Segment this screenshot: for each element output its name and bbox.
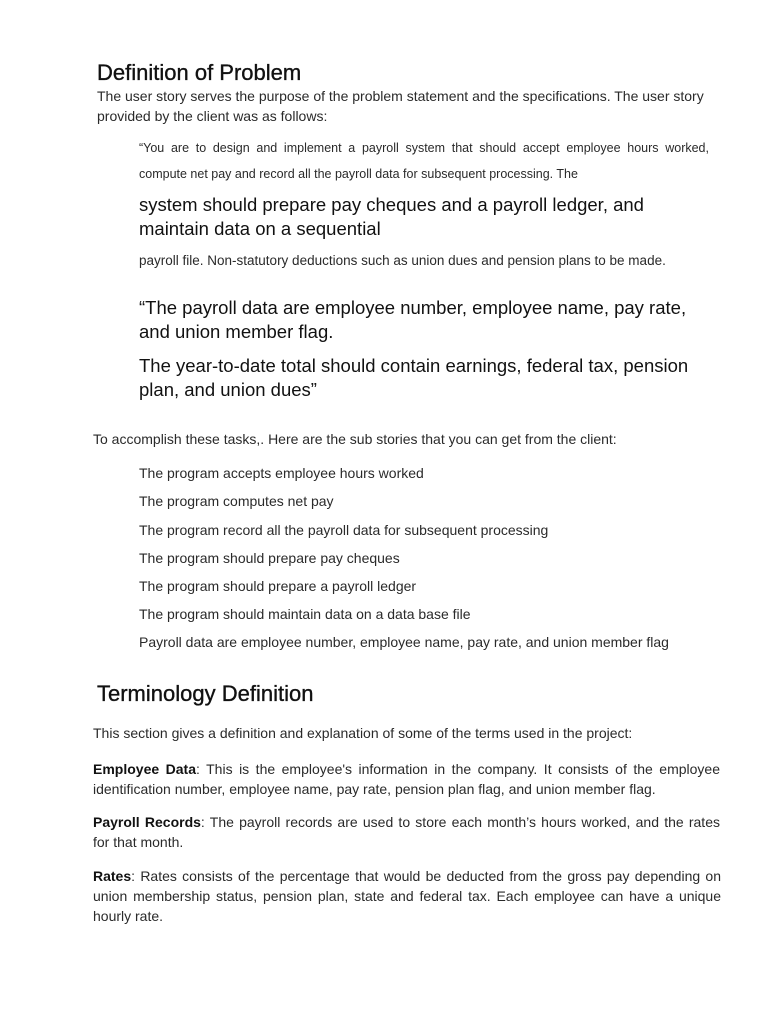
list-item: Payroll data are employee number, employee name, pay rate, and union member flag xyxy=(139,634,669,650)
list-item: The program record all the payroll data for subsequent processing xyxy=(139,522,549,538)
list-item: The program computes net pay xyxy=(139,493,334,509)
section-heading-definition-of-problem: Definition of Problem xyxy=(97,60,302,85)
term-definition-employee-data xyxy=(93,759,720,799)
term-definition-payroll-records xyxy=(93,812,720,852)
list-item: The program should maintain data on a data base file xyxy=(139,606,471,622)
user-story-quote-part-3: payroll file. Non-statutory deductions such as union dues and pension plans to be made. xyxy=(139,253,666,268)
section-heading-terminology-definition: Terminology Definition xyxy=(97,681,314,706)
list-item: The program accepts employee hours worked xyxy=(139,465,424,481)
term-text: : Rates consists of the percentage that would be deducted from the gross pay depending on union membership status, pension plan, state and federal tax. Each employee can have a unique hourly rate. xyxy=(93,868,721,924)
term-text: : The payroll records are used to store each month’s hours worked, and the rates for that month. xyxy=(93,814,720,850)
terminology-intro-paragraph: This section gives a definition and explanation of some of the terms used in the project: xyxy=(93,725,633,741)
tasks-intro-paragraph: To accomplish these tasks,. Here are the sub stories that you can get from the client: xyxy=(93,431,617,447)
user-story-quote-part-1: “You are to design and implement a payroll system that should accept employee hours worked, compute net pay and record all the payroll data for subsequent processing. The xyxy=(139,141,709,181)
problem-intro-paragraph: The user story serves the purpose of the problem statement and the specifications. The user story provided by the client was as follows: xyxy=(97,88,704,124)
term-definition-rates xyxy=(93,866,721,926)
user-story-quote-part-4: “The payroll data are employee number, employee name, pay rate, and union member flag. xyxy=(139,297,687,342)
term-text: : This is the employee's information in the company. It consists of the employee identification number, employee name, pay rate, pension plan flag, and union member flag. xyxy=(93,761,720,797)
list-item: The program should prepare a payroll ledger xyxy=(139,578,417,594)
user-story-quote-part-2: system should prepare pay cheques and a payroll ledger, and maintain data on a sequential xyxy=(139,194,644,239)
term-label: Employee Data xyxy=(93,761,196,777)
term-label: Payroll Records xyxy=(93,814,201,830)
user-story-quote-part-5: The year-to-date total should contain earnings, federal tax, pension plan, and union dues” xyxy=(139,355,689,400)
term-label: Rates xyxy=(93,868,132,884)
list-item: The program should prepare pay cheques xyxy=(139,550,400,566)
